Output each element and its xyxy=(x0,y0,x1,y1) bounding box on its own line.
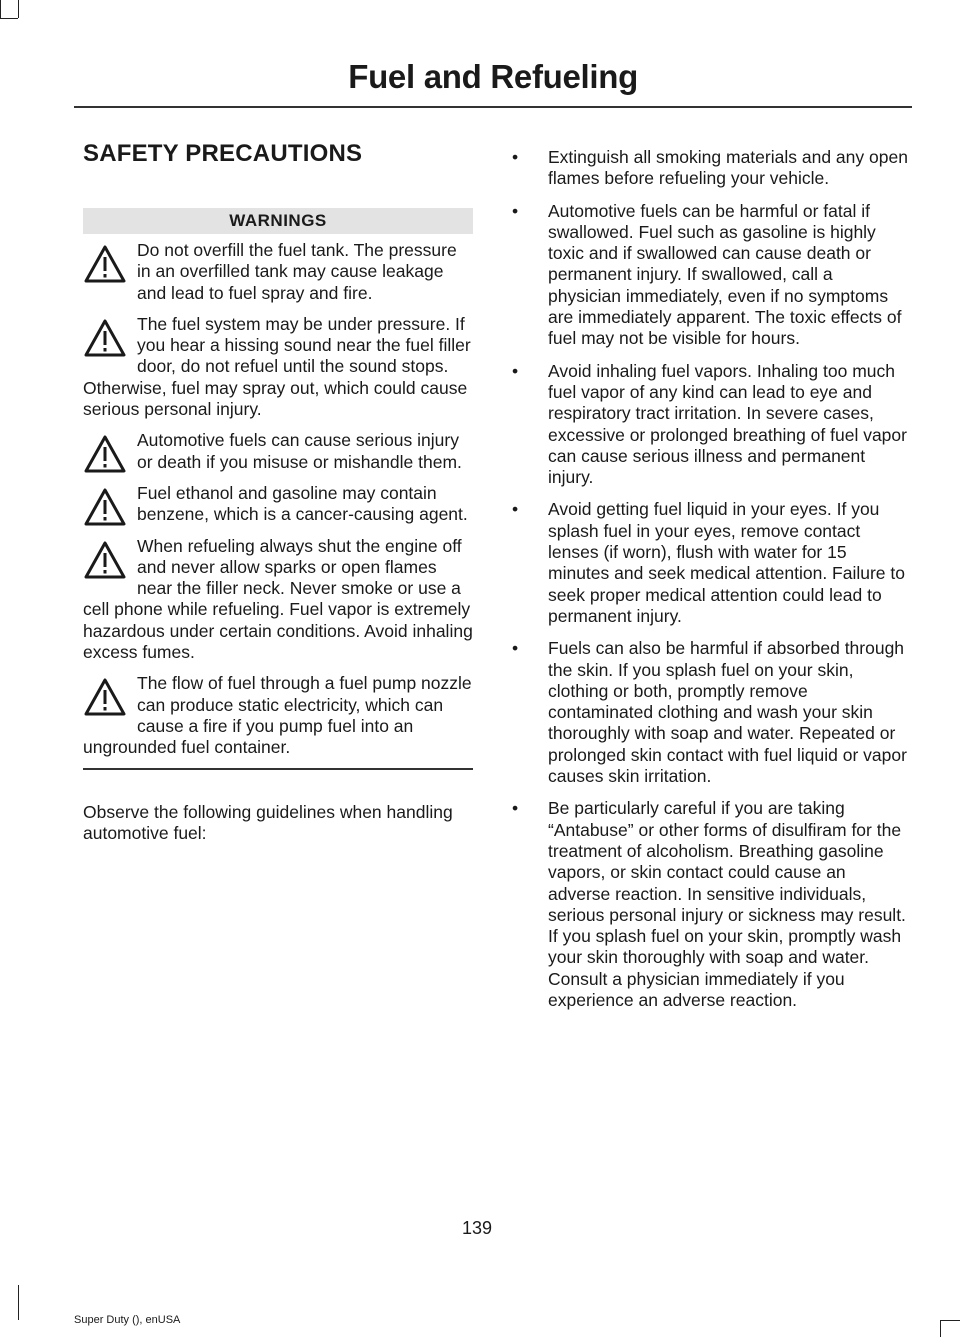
bullet-text: Fuels can also be harmful if absorbed through the skin. If you splash fuel on your skin, clothing or both, promptly remove contaminated clothing and wash your skin thoroughly with soap and water. Repeated or prolonged skin contact with fuel liquid or vapor causes skin irritation. xyxy=(548,638,907,787)
warning-text: Do not overfill the fuel tank. The pressure in an overfilled tank may cause leakage and lead to fuel spray and fire. xyxy=(137,240,457,303)
warning-triangle-icon xyxy=(83,540,131,584)
warning-text: The fuel system may be under pressure. If you hear a hissing sound near the fuel filler door, do not refuel until the sound stops. Otherwise, fuel may spray out, which could cause serious personal injury. xyxy=(83,313,471,420)
warning-triangle-icon xyxy=(83,487,131,531)
warning-item xyxy=(83,673,473,758)
warning-text: Automotive fuels can cause serious injury or death if you misuse or mishandle them. xyxy=(137,430,462,472)
warning-item xyxy=(83,536,473,664)
warnings-divider xyxy=(83,768,473,770)
page-header-title: Fuel and Refueling xyxy=(348,58,638,95)
bullet-text: Extinguish all smoking materials and any open flames before refueling your vehicle. xyxy=(548,147,908,189)
bullet-dot: • xyxy=(512,638,519,659)
bullet-item xyxy=(512,147,908,190)
bullet-dot: • xyxy=(512,360,519,381)
warning-triangle-icon xyxy=(83,318,131,362)
crop-mark xyxy=(940,1320,960,1321)
warning-text: The flow of fuel through a fuel pump nozzle can produce static electricity, which can cause a fire if you pump fuel into an ungrounded fuel container. xyxy=(83,673,472,758)
warning-triangle-icon xyxy=(83,677,131,721)
crop-mark xyxy=(0,18,18,19)
warning-triangle-icon xyxy=(83,244,131,288)
bullet-item xyxy=(512,201,908,350)
warning-item xyxy=(83,314,473,420)
warnings-heading: WARNINGS xyxy=(83,208,473,234)
bullet-item xyxy=(512,361,908,489)
footer-edition: Super Duty (), enUSA xyxy=(74,1314,181,1326)
bullet-text: Avoid inhaling fuel vapors. Inhaling too much fuel vapor of any kind can lead to eye and respiratory tract irritation. In severe cases, excessive or prolonged breathing of fuel vapor can cause serious illness and permanent injury. xyxy=(548,360,907,488)
bullet-list xyxy=(512,147,908,1011)
warning-text: When refueling always shut the engine off and never allow sparks or open flames near the filler neck. Never smoke or use a cell phone while refueling. Fuel vapor is extremely hazardous under certain conditions. Avoid inhaling excess fumes. xyxy=(83,535,473,663)
crop-mark xyxy=(18,1285,19,1320)
bullet-dot: • xyxy=(512,798,519,819)
bullet-text: Avoid getting fuel liquid in your eyes. If you splash fuel in your eyes, remove contact lenses (if worn), flush with water for 15 minutes and seek medical attention. Failure to seek proper medical attention could lead to permanent injury. xyxy=(548,499,905,626)
warning-item xyxy=(83,430,473,473)
header-rule xyxy=(74,106,912,108)
warning-triangle-icon xyxy=(83,434,131,478)
warning-item xyxy=(83,240,473,304)
crop-mark xyxy=(0,0,1,18)
crop-mark xyxy=(940,1320,941,1337)
right-column xyxy=(512,147,908,1022)
bullet-text: Be particularly careful if you are taking “Antabuse” or other forms of disulfiram for the treatment of alcoholism. Breathing gasoline vapors, or skin contact could cause an adverse reaction. In sensitive individuals, serious personal injury or sickness may result. If you splash fuel on your skin, promptly wash your skin thoroughly with soap and water. Consult a physician immediately if you experience an adverse reaction. xyxy=(548,798,906,1010)
bullet-dot: • xyxy=(512,200,519,221)
page-number: 139 xyxy=(462,1218,493,1238)
warnings-list xyxy=(83,240,473,759)
bullet-dot: • xyxy=(512,147,519,167)
section-title: SAFETY PRECAUTIONS xyxy=(83,140,363,167)
warning-item xyxy=(83,483,473,526)
left-column xyxy=(83,140,473,844)
bullet-item xyxy=(512,798,908,1011)
intro-paragraph: Observe the following guidelines when handling automotive fuel: xyxy=(83,801,453,843)
bullet-dot: • xyxy=(512,499,519,520)
bullet-item xyxy=(512,638,908,787)
bullet-item xyxy=(512,499,908,627)
bullet-text: Automotive fuels can be harmful or fatal if swallowed. Fuel such as gasoline is highly toxic and if swallowed can cause death or permanent injury. If swallowed, call a physician immediately, even if no symptoms are immediately apparent. The toxic effects of fuel may not be visible for hours. xyxy=(548,200,902,349)
crop-mark xyxy=(18,0,19,18)
warning-text: Fuel ethanol and gasoline may contain benzene, which is a cancer-causing agent. xyxy=(137,482,468,525)
